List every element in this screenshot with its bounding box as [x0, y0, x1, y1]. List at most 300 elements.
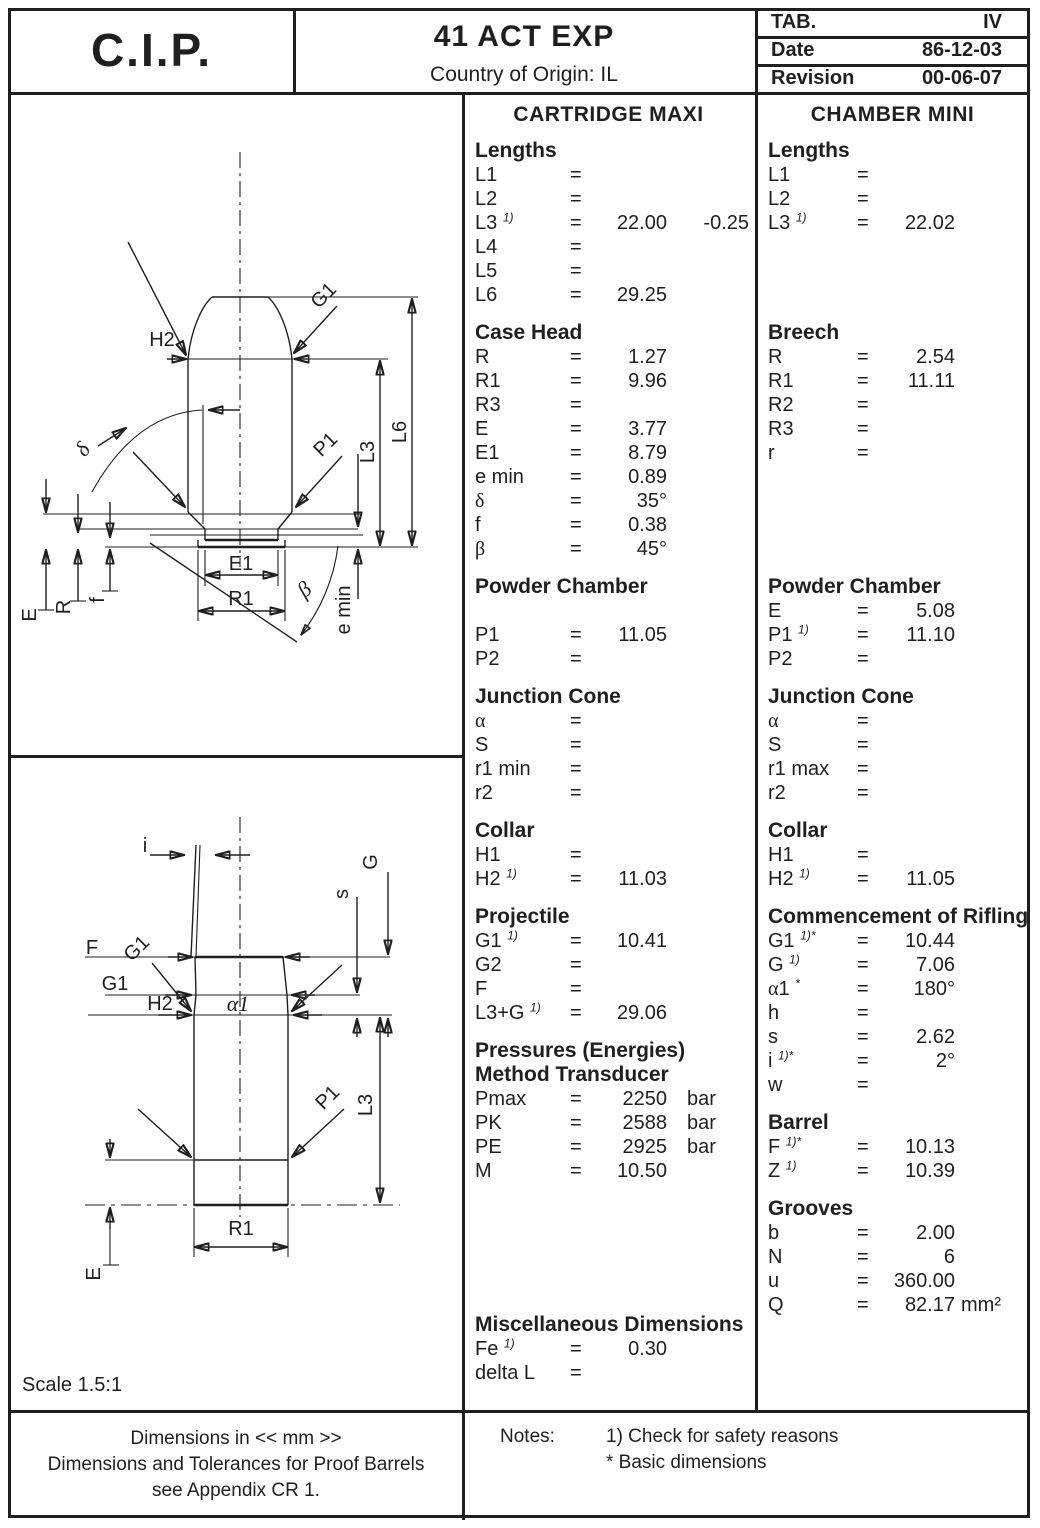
spec-row [755, 369, 1030, 393]
drawing-label-s: s [331, 889, 353, 899]
equals-sign: = [857, 418, 869, 440]
param-value: 2.62 [916, 1026, 955, 1048]
equals-sign: = [570, 734, 582, 756]
unit-label: mm² [961, 1294, 1001, 1316]
equals-sign: = [570, 236, 582, 258]
param-label [768, 489, 857, 513]
equals-sign: = [857, 600, 869, 622]
param-value [889, 465, 955, 489]
param-value: 0.30 [628, 1338, 667, 1360]
spec-row [755, 187, 1030, 211]
drawing-label-p1: P1 [309, 428, 343, 462]
param-value: 29.25 [616, 284, 667, 306]
param-value: 29.06 [616, 1002, 667, 1024]
param-label: r1 max [768, 758, 830, 780]
param-label: L1 [768, 164, 791, 186]
spec-row [462, 163, 755, 187]
spec-row [755, 1269, 1030, 1293]
spec-row [755, 1049, 1030, 1073]
section-projectile [462, 905, 755, 1025]
param-label: Q [768, 1294, 784, 1316]
equals-sign: = [570, 442, 582, 464]
drawing-label-g: G [360, 854, 382, 870]
spec-row [755, 1001, 1030, 1025]
param-value [602, 187, 667, 211]
section-collar [755, 819, 1030, 891]
spec-row [755, 623, 1030, 647]
spec-row [462, 211, 755, 235]
param-value [602, 953, 667, 977]
equals-sign: = [857, 212, 869, 234]
drawing-label-i: i [142, 835, 148, 857]
spec-row [755, 441, 1030, 465]
drawing-label-e: E [83, 1267, 105, 1281]
param-label [768, 513, 857, 537]
param-value [889, 1001, 955, 1025]
equals-sign: = [570, 284, 582, 306]
param-label: E1 [475, 442, 500, 464]
section-header: Junction Cone [475, 685, 621, 708]
param-value: 2.00 [916, 1222, 955, 1244]
param-value [602, 733, 667, 757]
spec-row [462, 843, 755, 867]
spec-row [755, 345, 1030, 369]
param-value [889, 163, 955, 187]
notes-label: Notes: [500, 1426, 555, 1447]
equals-sign: = [857, 346, 869, 368]
country-of-origin: Country of Origin: IL [430, 63, 618, 86]
equals-sign: = [857, 1160, 869, 1182]
spec-row [755, 393, 1030, 417]
meta-label: Revision [771, 66, 855, 89]
param-value [889, 733, 955, 757]
equals-sign: = [570, 188, 582, 210]
drawing-label-f: f [87, 597, 109, 603]
param-value [602, 163, 667, 187]
param-label: S [768, 734, 782, 756]
param-label: P2 [475, 648, 500, 670]
superscript-note: 1) [785, 1158, 797, 1173]
section-powder-chamber [462, 575, 755, 671]
param-label: G $^{1)}$ [768, 952, 800, 976]
meta-label: Date [771, 38, 815, 61]
param-value: 2.54 [916, 346, 955, 368]
spec-row [462, 1159, 755, 1183]
equals-sign: = [570, 164, 582, 186]
section-junction-cone [462, 685, 755, 805]
param-value [602, 757, 667, 781]
param-value [889, 187, 955, 211]
spec-row [755, 781, 1030, 805]
param-label: Pmax [475, 1088, 527, 1110]
param-label [768, 259, 857, 283]
param-value: 180° [913, 978, 955, 1000]
param-value: 10.41 [616, 930, 667, 952]
equals-sign: = [570, 844, 582, 866]
drawing-label-l6: L6 [389, 420, 411, 444]
param-value [889, 1073, 955, 1097]
param-label: L2 [475, 188, 498, 210]
equals-sign: = [570, 514, 582, 536]
footer-line: see Appendix CR 1. [152, 1480, 320, 1501]
section-barrel [755, 1111, 1030, 1183]
param-label: E [768, 600, 782, 622]
section-header: Method Transducer [475, 1063, 669, 1086]
cartridge-sections [462, 139, 755, 1385]
param-value: 11.05 [906, 868, 955, 890]
equals-sign: = [570, 1136, 582, 1158]
superscript-note: 1) [530, 1000, 541, 1015]
greek-symbol: α [768, 978, 779, 1000]
spec-row [462, 781, 755, 805]
superscript-note: 1)* [785, 1134, 802, 1149]
drawing-label-h2: H2 [149, 329, 175, 351]
param-value: 8.79 [628, 442, 667, 464]
param-label: H1 [768, 844, 794, 866]
section-header: Powder Chamber [768, 575, 941, 598]
unit-label: bar [687, 1112, 716, 1134]
equals-sign: = [570, 1112, 582, 1134]
param-value: 10.39 [904, 1160, 955, 1182]
spec-row [755, 953, 1030, 977]
meta-value: IV [983, 10, 1002, 33]
section-header: Pressures (Energies) [475, 1039, 686, 1062]
cartridge-maxi-column [462, 92, 755, 1410]
spec-row [462, 929, 755, 953]
equals-sign: = [857, 954, 869, 976]
equals-sign: = [570, 1088, 582, 1110]
equals-sign: = [570, 490, 582, 512]
equals-sign: = [857, 188, 869, 210]
param-label: r1 min [475, 758, 531, 780]
equals-sign: = [857, 844, 869, 866]
param-value [602, 709, 667, 733]
param-label: H1 [475, 844, 501, 866]
param-value [889, 259, 955, 283]
param-label: i $^{1)*}$ [768, 1048, 794, 1072]
spec-row [755, 1135, 1030, 1159]
param-label [768, 283, 857, 307]
equals-sign: = [857, 930, 869, 952]
param-value: 45° [636, 538, 667, 560]
spec-row [462, 1361, 755, 1385]
section-header: Case Head [475, 321, 583, 344]
equals-sign: = [857, 782, 869, 804]
chamber-drawing [10, 757, 462, 1408]
param-value: 0.38 [628, 514, 667, 536]
param-label: H2 $^{1)}$ [475, 866, 517, 890]
equals-sign: = [857, 758, 869, 780]
equals-sign: = [570, 1338, 582, 1360]
spec-row [755, 163, 1030, 187]
dimensions-note [10, 1412, 462, 1504]
param-value [889, 417, 955, 441]
section-lengths [462, 139, 755, 307]
spec-row [755, 489, 1030, 513]
param-label: L1 [475, 164, 498, 186]
drawing-label--1: α1 [226, 991, 250, 1016]
param-label [768, 465, 857, 489]
param-label: r2 [475, 782, 493, 804]
spec-row [462, 417, 755, 441]
param-value [889, 647, 955, 671]
equals-sign: = [857, 164, 869, 186]
param-value [889, 393, 955, 417]
equals-sign: = [570, 260, 582, 282]
param-value: 10.13 [904, 1136, 955, 1158]
param-label: f [475, 514, 481, 536]
param-value [889, 709, 955, 733]
param-label: u [768, 1270, 780, 1292]
equals-sign: = [857, 1246, 869, 1268]
equals-sign: = [570, 538, 582, 560]
param-label: G1 $^{1)*}$ [768, 928, 816, 952]
equals-sign: = [570, 930, 582, 952]
param-label [475, 599, 570, 623]
param-label: H2 $^{1)}$ [768, 866, 810, 890]
section-header: Grooves [768, 1197, 854, 1220]
param-value [602, 599, 667, 623]
spec-row [462, 867, 755, 891]
param-value: 10.50 [616, 1160, 667, 1182]
param-value: 35° [636, 490, 667, 512]
unit-label: bar [687, 1088, 716, 1110]
param-value: 2250 [622, 1088, 667, 1110]
param-label: F [475, 978, 488, 1000]
param-label: e min [475, 466, 524, 488]
param-label: S [475, 734, 489, 756]
spec-row [462, 1135, 755, 1159]
section-header: Powder Chamber [475, 575, 648, 598]
drawing-label--: β [291, 576, 317, 603]
drawing-label-r1: R1 [228, 1218, 254, 1240]
spec-row [462, 283, 755, 307]
param-value: 3.77 [628, 418, 667, 440]
drawing-label-p1: P1 [311, 1081, 345, 1115]
section-header: Collar [475, 819, 535, 842]
drawing-label-r: R [53, 599, 75, 615]
spec-row [755, 709, 1030, 733]
param-value: 6 [943, 1246, 955, 1268]
param-value: 22.02 [904, 212, 955, 234]
drawing-label-l3: L3 [355, 1093, 377, 1117]
spec-row [462, 441, 755, 465]
section-junction-cone [755, 685, 1030, 805]
param-label: R1 [475, 370, 501, 392]
section-header: Barrel [768, 1111, 829, 1134]
spec-row [755, 513, 1030, 537]
equals-sign: = [570, 418, 582, 440]
spec-row [755, 843, 1030, 867]
drawing-label-e: E [19, 608, 41, 622]
param-label: L3 $^{1)}$ [768, 210, 807, 234]
cartridge-name: 41 ACT EXP [433, 20, 615, 53]
column-title: CHAMBER MINI [810, 103, 975, 126]
param-value: 11.10 [906, 624, 955, 646]
param-value: 9.96 [628, 370, 667, 392]
superscript-note: * [795, 976, 800, 991]
param-label: G2 [475, 954, 502, 976]
section-pressures-energies- [462, 1039, 755, 1183]
equals-sign: = [857, 1222, 869, 1244]
param-label: R [768, 346, 783, 368]
spec-row [462, 537, 755, 561]
param-label: PK [475, 1112, 502, 1134]
section-header: Commencement of Rifling [768, 905, 1029, 928]
param-value [889, 235, 955, 259]
section-header: Lengths [768, 139, 850, 162]
section-miscellaneous-dimensions [462, 1313, 755, 1385]
equals-sign: = [857, 1050, 869, 1072]
section-header: Projectile [475, 905, 570, 928]
section-collar [462, 819, 755, 891]
param-label: Fe $^{1)}$ [475, 1336, 515, 1360]
meta-row-date [757, 36, 1030, 64]
section-breech [755, 321, 1030, 561]
param-label: PE [475, 1136, 502, 1158]
param-value: 10.44 [904, 930, 955, 952]
drawing-label-e1: E1 [228, 553, 254, 575]
param-label: L4 [475, 236, 498, 258]
greek-symbol: α [768, 710, 779, 732]
param-label: L3+G $^{1)}$ [475, 1000, 541, 1024]
param-label [768, 537, 857, 561]
superscript-note: 1) [506, 866, 517, 881]
param-value: 5.08 [916, 600, 955, 622]
spec-row [462, 393, 755, 417]
equals-sign: = [857, 1136, 869, 1158]
superscript-note: 1) [507, 928, 518, 943]
equals-sign: = [857, 710, 869, 732]
equals-sign: = [570, 782, 582, 804]
superscript-note: 1) [795, 210, 807, 225]
spec-row [755, 733, 1030, 757]
drawing-label-l3: L3 [357, 440, 379, 464]
drawing-label-e-min: e min [333, 585, 355, 635]
param-value [602, 235, 667, 259]
title-cell [295, 8, 753, 92]
tolerance-value: -0.25 [703, 212, 749, 234]
meta-value: 00-06-07 [921, 66, 1002, 89]
section-header: Collar [768, 819, 828, 842]
param-value [889, 781, 955, 805]
param-value: 2588 [622, 1112, 667, 1134]
equals-sign: = [570, 710, 582, 732]
param-value [602, 647, 667, 671]
superscript-note: 1) [789, 952, 800, 967]
param-value [602, 843, 667, 867]
param-label: P1 $^{1)}$ [768, 622, 809, 646]
param-label: s [768, 1026, 778, 1048]
unit-label: bar [687, 1136, 716, 1158]
superscript-note: 1) [503, 1336, 515, 1351]
param-value [602, 977, 667, 1001]
superscript-note: 1) [799, 866, 810, 881]
drawing-label-r1: R1 [228, 588, 254, 610]
spec-row [462, 647, 755, 671]
param-value [889, 283, 955, 307]
equals-sign: = [570, 868, 582, 890]
meta-row-revision [757, 64, 1030, 92]
param-value: 7.06 [916, 954, 955, 976]
param-value: 1.27 [628, 346, 667, 368]
drawing-label-g1: G1 [306, 278, 341, 313]
param-label: R1 [768, 370, 794, 392]
section-header: Breech [768, 321, 840, 344]
equals-sign: = [570, 1002, 582, 1024]
superscript-note: 1)* [800, 928, 816, 943]
meta-row-tab [757, 8, 1030, 36]
param-label: M [475, 1160, 492, 1182]
organization-logo: C.I.P. [90, 24, 213, 76]
equals-sign: = [570, 648, 582, 670]
equals-sign: = [570, 758, 582, 780]
spec-row [462, 489, 755, 513]
greek-symbol: β [475, 538, 486, 560]
spec-row [755, 465, 1030, 489]
equals-sign: = [857, 1270, 869, 1292]
spec-row [755, 647, 1030, 671]
section-lengths [755, 139, 1030, 307]
param-value [889, 441, 955, 465]
spec-row [462, 757, 755, 781]
param-value [602, 259, 667, 283]
spec-row [755, 1159, 1030, 1183]
equals-sign: = [857, 1294, 869, 1316]
greek-symbol: δ [475, 490, 485, 512]
spec-row [462, 1001, 755, 1025]
equals-sign: = [570, 978, 582, 1000]
spec-row [462, 977, 755, 1001]
section-commencement-of-rifling [755, 905, 1030, 1097]
section-header: Miscellaneous Dimensions [475, 1313, 744, 1336]
param-label: r [768, 442, 775, 464]
spec-row [462, 599, 755, 623]
drawing-label-scale-1-5-1: Scale 1.5:1 [22, 1374, 123, 1396]
spec-row [462, 465, 755, 489]
param-label: F $^{1)*}$ [768, 1134, 802, 1158]
section-case-head [462, 321, 755, 561]
param-value [602, 393, 667, 417]
spec-row [462, 1337, 755, 1361]
spec-row [462, 733, 755, 757]
cartridge-drawing [10, 94, 462, 753]
equals-sign: = [857, 370, 869, 392]
param-label: G1 $^{1)}$ [475, 928, 518, 952]
equals-sign: = [857, 648, 869, 670]
spec-row [755, 283, 1030, 307]
section-header: Junction Cone [768, 685, 914, 708]
param-label [475, 489, 570, 513]
drawing-label--: δ [69, 437, 96, 462]
param-label: R3 [475, 394, 501, 416]
param-label: R [475, 346, 490, 368]
equals-sign: = [857, 734, 869, 756]
chamber-sections [755, 139, 1030, 1317]
equals-sign: = [570, 954, 582, 976]
spec-row [755, 1073, 1030, 1097]
spec-row [755, 1025, 1030, 1049]
param-label: L3 $^{1)}$ [475, 210, 514, 234]
param-label: P2 [768, 648, 793, 670]
superscript-note: 1) [502, 210, 514, 225]
note-line: 1) Check for safety reasons [606, 1426, 839, 1447]
drawing-label-f: F [85, 937, 99, 959]
drawing-label-g1: G1 [101, 973, 129, 995]
param-label: L2 [768, 188, 791, 210]
footer-line: Dimensions in << mm >> [130, 1428, 342, 1449]
spec-row [462, 953, 755, 977]
